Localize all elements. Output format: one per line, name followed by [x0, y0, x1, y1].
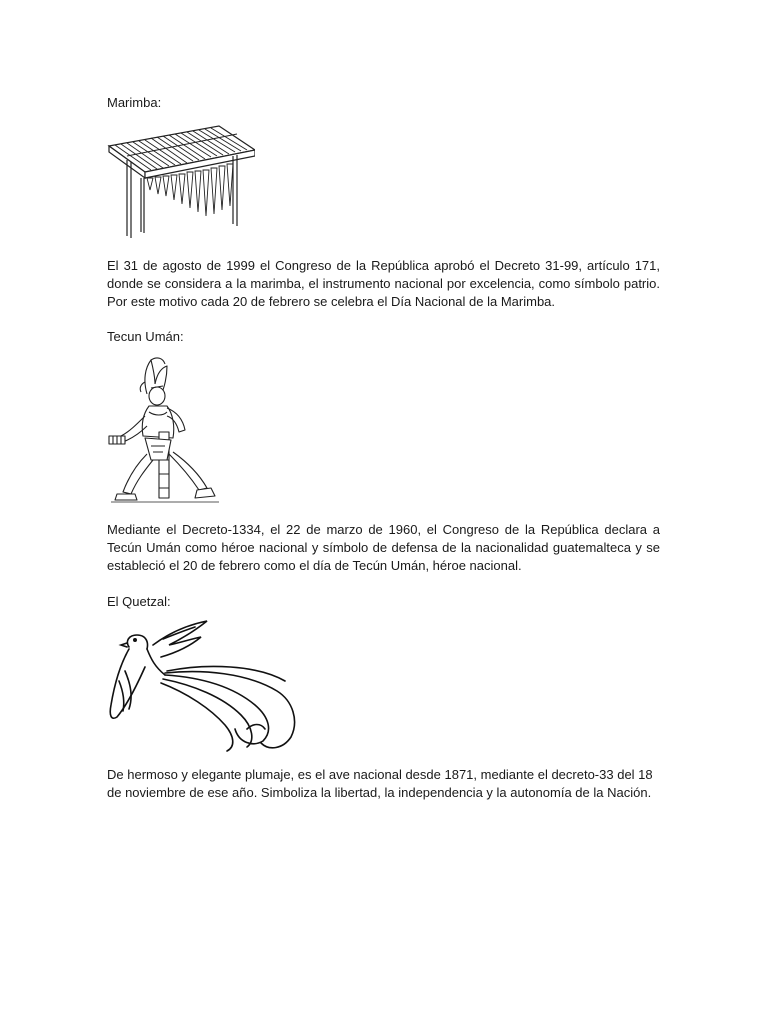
heading-marimba: Marimba:: [107, 95, 162, 110]
heading-quetzal: El Quetzal:: [107, 594, 171, 609]
marimba-illustration-icon: [107, 120, 255, 240]
tecun-uman-illustration-icon: [107, 354, 225, 504]
paragraph-marimba: El 31 de agosto de 1999 el Congreso de la República aprobó el Decreto 31-99, artículo 171, donde se considera a la marimba, el instrumento nacional por excelencia, como símbolo patrio. Por este motivo cada 20 de febrero se celebra el Día Nacional de la Marimba.: [107, 258, 660, 309]
quetzal-illustration-icon: [107, 619, 299, 753]
heading-tecun-uman: Tecun Umán:: [107, 329, 184, 344]
paragraph-quetzal: De hermoso y elegante plumaje, es el ave nacional desde 1871, mediante el decreto-33 del 18 de noviembre de ese año. Simboliza la libertad, la independencia y la autonomía de la Nación.: [107, 767, 653, 800]
paragraph-tecun-uman: Mediante el Decreto-1334, el 22 de marzo de 1960, el Congreso de la República declara a Tecún Umán como héroe nacional y símbolo de defensa de la nacionalidad guatemalteca y se estableció el 20 de febrero como el día de Tecún Umán, héroe nacional.: [107, 522, 660, 573]
